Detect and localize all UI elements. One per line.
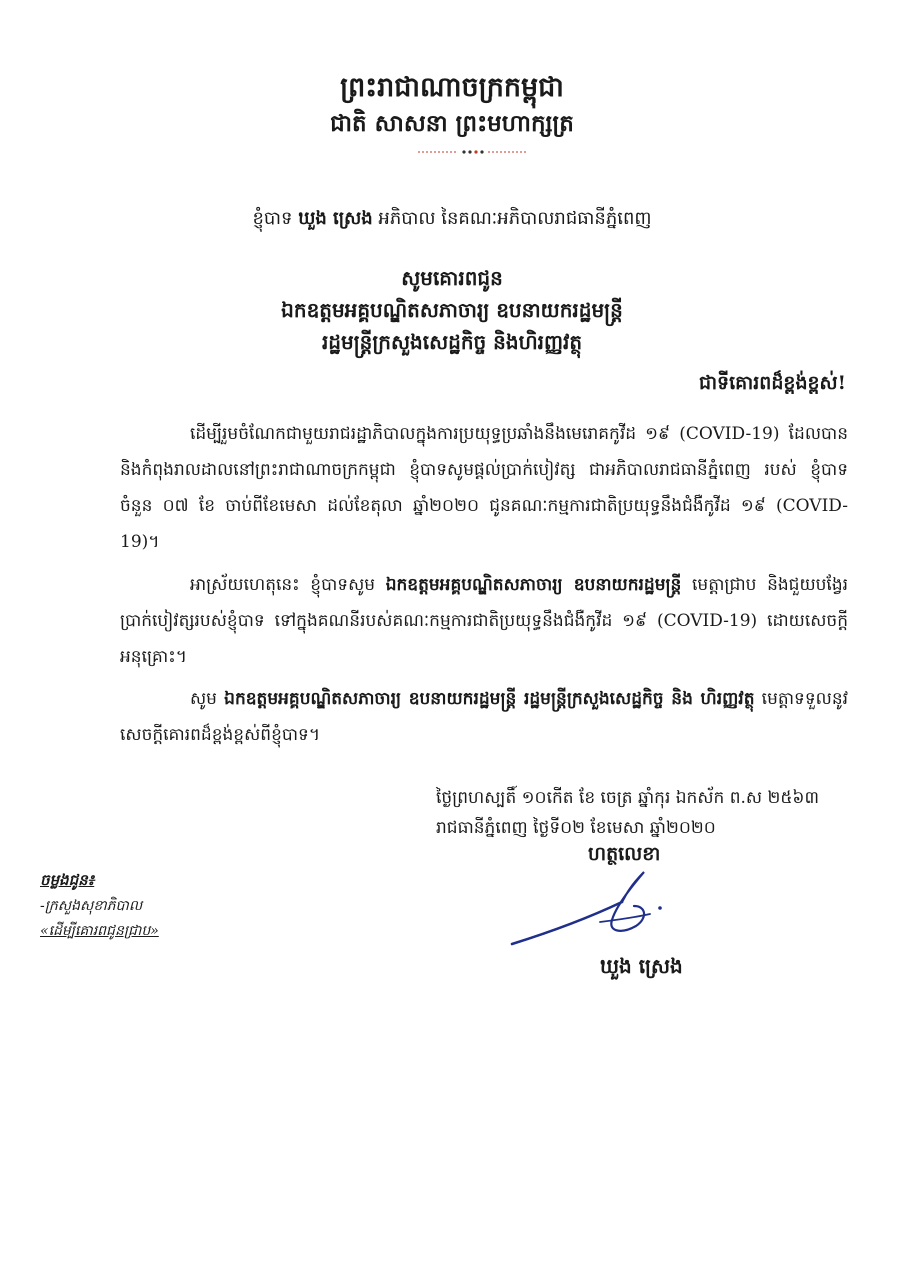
body-p1-text: ដើម្បីរួមចំណែកជាមួយរាជរដ្ឋាភិបាលក្នុងការប្រយុទ្ធប្រឆាំងនឹងមេរោគកូវីដ ១៩ (COVID-19) ដែលបាន និងកំពុងរាលដាលនៅព្រះរាជាណាចក្រកម្ពុជា ខ្ញុំបាទសូមផ្តល់ប្រាក់បៀវត្ស ជាអភិបាលរាជធានីភ្នំពេញ របស់ ខ្ញុំបាទ ចំនួន ០៧ ខែ ចាប់ពីខែមេសា ដល់ខែតុលា ឆ្នាំ២០២០ ជូនគណៈកម្មការជាតិប្រយុទ្ធនឹងជំងឺកូវីដ ១៩ (COVID-19)។ [120, 424, 848, 552]
body-p3-a: សូម [190, 689, 217, 709]
signature-title: ហត្ថលេខា [588, 843, 661, 865]
header-kingdom: ព្រះរាជាណាចក្រកម្ពុជា [340, 72, 564, 103]
body-p2-a: អាស្រ័យហេតុនេះ ខ្ញុំបាទសូម [190, 575, 376, 595]
greeting: ជាទីគោរពដ៏ខ្ពង់ខ្ពស់! [698, 372, 846, 394]
sender-line [0, 204, 904, 234]
ornament-divider-icon [412, 146, 532, 158]
cc-note-text: «ដើម្បីគោរពជូនជ្រាប» [40, 923, 159, 939]
body-p3-b: ឯកឧត្តមអគ្គបណ្ឌិតសភាចារ្យ ឧបនាយករដ្ឋមន្ត្រី រដ្ឋមន្ត្រីក្រសួងសេដ្ឋកិច្ច និង ហិរញ្ញវត្ថុ [224, 689, 755, 709]
header-motto: ជាតិ សាសនា ព្រះមហាក្សត្រ [330, 110, 574, 137]
body-p3-c: មេត្តាទទួលនូវសេចក្តីគោរពដ៏ខ្ពង់ខ្ពស់ពីខ្ញុំបាទ។ [120, 689, 848, 745]
body-p2-b: ឯកឧត្តមអគ្គបណ្ឌិតសភាចារ្យ ឧបនាយករដ្ឋមន្ត្រី [385, 575, 682, 595]
body-paragraph-2 [120, 567, 848, 675]
recipient-line-1: សូមគោរពជូន [401, 266, 503, 290]
cc-item-note [40, 920, 159, 942]
cc-title: ចម្លងជូន៖ [40, 871, 95, 889]
recipient-line-2: ឯកឧត្តមអគ្គបណ្ឌិតសភាចារ្យ ឧបនាយករដ្ឋមន្ត្រី [281, 298, 623, 322]
sender-prefix: ខ្ញុំបាទ [252, 208, 293, 229]
recipient-line-3: រដ្ឋមន្ត្រីក្រសួងសេដ្ឋកិច្ច និងហិរញ្ញវត្ថុ [321, 330, 583, 354]
cc-item-ministry: -ក្រសួងសុខាភិបាល [40, 898, 143, 914]
body-paragraph-1 [120, 416, 848, 560]
body-p2-c: មេត្តាជ្រាប និងជួយបង្វែរប្រាក់បៀវត្សរបស់ខ្ញុំបាទ ទៅក្នុងគណនីរបស់គណៈកម្មការជាតិប្រយុទ្ធនឹងជំងឺកូវីដ ១៩ (COVID-19) ដោយសេចក្តីអនុគ្រោះ។ [120, 575, 849, 667]
signer-name: ឃួង ស្រេង [600, 954, 683, 978]
body-paragraph-3 [120, 681, 848, 753]
date-lunar: ថ្ងៃព្រហស្បតិ៍ ១០កើត ខែ ចេត្រ ឆ្នាំកុរ ឯកស័ក ព.ស ២៥៦៣ [436, 788, 819, 808]
handwritten-signature-icon [504, 862, 684, 962]
sender-suffix: អភិបាល នៃគណៈអភិបាលរាជធានីភ្នំពេញ [378, 208, 652, 229]
recipient-block [0, 262, 904, 358]
sender-name: ឃួង ស្រេង [298, 208, 373, 229]
date-solar: រាជធានីភ្នំពេញ ថ្ងៃទី០២ ខែមេសា ឆ្នាំ២០២០ [436, 818, 716, 838]
